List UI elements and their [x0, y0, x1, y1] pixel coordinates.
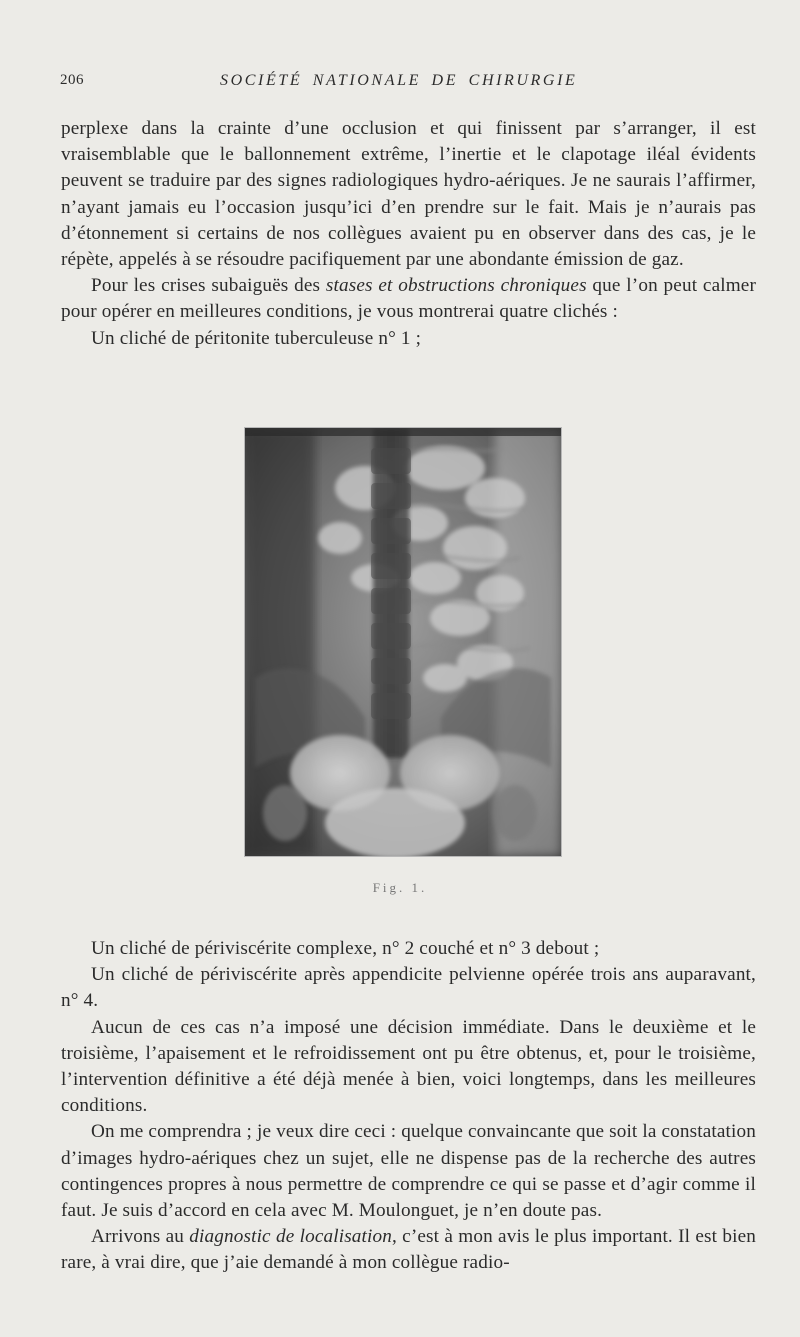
text-run: On me comprendra ; je veux dire ceci : quelque convaincante que soit la constatation d’images hydro-aériques chez un sujet, elle ne dispense pas de la recherche des autres contingences propres à nous permettre de comprendre ce qui se passe et d’agir comme il faut. Je suis d’accord en cela avec M. Moulonguet, je n’en doute pas.: [61, 1121, 756, 1222]
text-run: perplexe dans la crainte d’une occlusion et qui finissent par s’arranger, il est vraisemblable que le ballonnement extrême, l’inertie et le clapotage iléal évidents peuvent se traduire par des signes radiologiques hydro-aériques. Je ne saurais l’affirmer, n’ayant jamais eu l’occasion jusqu’ici d’en prendre sur le fait. Mais je n’aurais pas d’étonnement si certains de nos collègues avaient pu en observer dans des cas, je le répète, appelés à se résoudre pacifiquement par une abondante émission de gaz.: [61, 118, 756, 271]
paragraph: [61, 1119, 756, 1224]
paragraph: [61, 1224, 756, 1276]
text-run: Un cliché de périviscérite après appendicite pelvienne opérée trois ans auparavant, n° 4.: [61, 964, 756, 1012]
text-run: Un cliché de périviscérite complexe, n° 2 couché et n° 3 debout ;: [91, 938, 600, 959]
paragraph: [61, 962, 756, 1014]
body-text-top: [61, 116, 756, 352]
page-number: 206: [60, 72, 84, 88]
abdominal-xray-image: [245, 428, 561, 856]
page-header: [60, 72, 750, 96]
paragraph: [61, 1015, 756, 1120]
paragraph: [61, 273, 756, 325]
body-text-bottom: [61, 936, 756, 1277]
text-run: Un cliché de péritonite tuberculeuse n° 1 ;: [91, 327, 422, 349]
text-run: que l’on peut calmer pour opérer en meilleures conditions, je vous montrerai quatre clichés :: [61, 275, 757, 323]
paragraph: [61, 116, 756, 273]
running-head: SOCIÉTÉ NATIONALE DE CHIRURGIE: [220, 72, 578, 89]
radiograph-figure: [245, 428, 561, 856]
italic-text: stases et obstructions chroniques: [325, 275, 587, 297]
paragraph: [61, 326, 756, 352]
text-run: Pour les crises subaiguës des: [91, 275, 326, 297]
paragraph: [61, 936, 756, 962]
italic-text: diagnostic de localisation: [189, 1226, 392, 1248]
text-run: Arrivons au: [91, 1226, 190, 1248]
text-run: Aucun de ces cas n’a imposé une décision immédiate. Dans le deuxième et le troisième, l’apaisement et le refroidissement ont pu être obtenus, et, pour le troisième, l’intervention définitive a été déjà menée à bien, voici longtemps, dans les meilleures conditions.: [61, 1016, 756, 1117]
text-run: , c’est à mon avis le plus important. Il est bien rare, à vrai dire, que j’aie demandé à mon collègue radio-: [61, 1226, 756, 1274]
figure-caption: Fig. 1.: [372, 880, 428, 895]
